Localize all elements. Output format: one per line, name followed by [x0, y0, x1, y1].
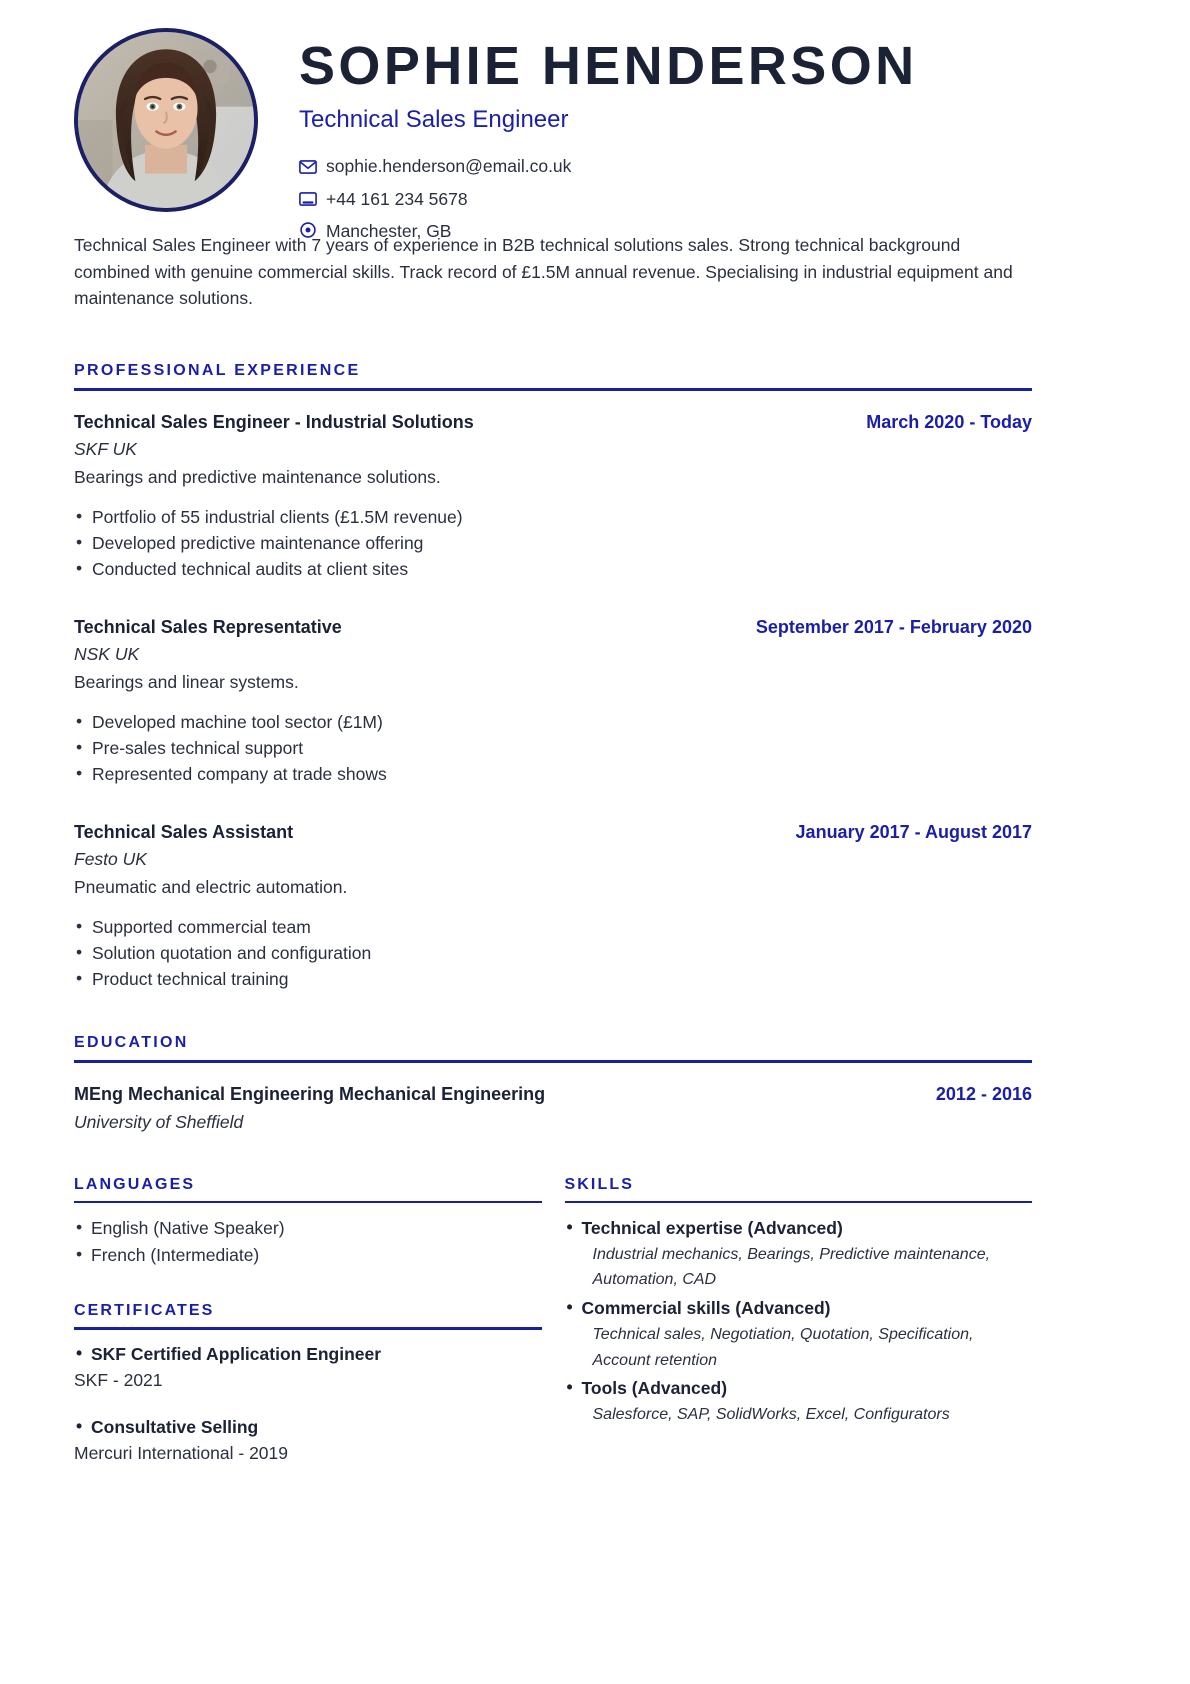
list-item: • Conducted technical audits at client sites — [74, 556, 1032, 582]
experience-bullets — [74, 914, 1032, 993]
experience-entry-head — [74, 616, 1032, 639]
skill-name: • Commercial skills (Advanced) — [565, 1295, 1033, 1321]
education-institution: University of Sheffield — [74, 1111, 244, 1132]
contact-phone-value: +44 161 234 5678 — [326, 188, 468, 209]
certificate-issuer: Mercuri International - 2019 — [74, 1443, 288, 1464]
skill-detail: Salesforce, SAP, SolidWorks, Excel, Configurators — [592, 1405, 950, 1423]
section-education — [0, 1034, 1190, 1133]
phone-icon — [299, 190, 317, 208]
experience-entry — [74, 821, 1032, 993]
section-divider — [74, 388, 1032, 391]
certificate-name: • Consultative Selling — [74, 1415, 542, 1440]
experience-entry — [74, 616, 1032, 788]
section-languages — [74, 1176, 542, 1269]
list-item: • Represented company at trade shows — [74, 761, 1032, 787]
skill-item — [565, 1215, 1033, 1293]
section-title-certificates: CERTIFICATES — [74, 1302, 215, 1320]
experience-role: Technical Sales Representative — [74, 616, 342, 637]
education-dates: 2012 - 2016 — [935, 1084, 1032, 1105]
list-item: • Solution quotation and configuration — [74, 940, 1032, 966]
location-pin-icon — [299, 222, 317, 240]
experience-organisation: SKF UK — [74, 439, 137, 460]
section-professional-experience — [0, 362, 1190, 993]
left-column — [74, 1176, 542, 1482]
experience-description: Bearings and linear systems. — [74, 672, 299, 693]
certificate-item — [74, 1415, 542, 1466]
list-item: • Portfolio of 55 industrial clients (£1.5M revenue) — [74, 504, 1032, 530]
experience-entry-head — [74, 411, 1032, 434]
certificate-name: • SKF Certified Application Engineer — [74, 1342, 542, 1367]
list-item: • Developed machine tool sector (£1M) — [74, 709, 1032, 735]
skill-name: • Technical expertise (Advanced) — [565, 1215, 1033, 1241]
list-item: • Developed predictive maintenance offering — [74, 530, 1032, 556]
section-title-education: EDUCATION — [74, 1034, 189, 1052]
skill-item — [565, 1295, 1033, 1373]
education-entry-head — [74, 1083, 1032, 1106]
list-item: • Supported commercial team — [74, 914, 1032, 940]
experience-bullets — [74, 504, 1032, 583]
section-certificates — [74, 1302, 542, 1466]
resume-header — [0, 0, 1190, 254]
profile-summary: Technical Sales Engineer with 7 years of experience in B2B technical solutions sales. Strong technical background combined with genuine commercial skills. Track record of £1.5M annual revenue. Specialising in industrial equipment and maintenance solutions. — [74, 235, 1013, 309]
experience-dates: January 2017 - August 2017 — [795, 821, 1032, 842]
experience-organisation: Festo UK — [74, 849, 147, 870]
skill-detail: Technical sales, Negotiation, Quotation, Specification, Account retention — [592, 1325, 974, 1369]
certificate-issuer: SKF - 2021 — [74, 1370, 163, 1391]
list-item: • Pre-sales technical support — [74, 735, 1032, 761]
experience-dates: March 2020 - Today — [866, 411, 1032, 432]
contact-location-value: Manchester, GB — [326, 220, 452, 241]
experience-description: Bearings and predictive maintenance solutions. — [74, 467, 441, 488]
section-divider — [565, 1201, 1033, 1204]
skill-name: • Tools (Advanced) — [565, 1375, 1033, 1401]
list-item: • Product technical training — [74, 966, 1032, 992]
experience-role: Technical Sales Assistant — [74, 821, 294, 842]
experience-entry — [74, 411, 1032, 583]
certificate-item — [74, 1342, 542, 1393]
experience-description: Pneumatic and electric automation. — [74, 876, 348, 897]
section-title-languages: LANGUAGES — [74, 1175, 196, 1193]
section-divider — [74, 1327, 542, 1330]
contact-list — [299, 157, 1190, 241]
experience-role: Technical Sales Engineer - Industrial Solutions — [74, 411, 474, 432]
list-item: • English (Native Speaker) — [74, 1215, 542, 1242]
envelope-icon — [299, 158, 317, 176]
education-degree: MEng Mechanical Engineering Mechanical Engineering — [74, 1084, 546, 1105]
skill-detail: Industrial mechanics, Bearings, Predictive maintenance, Automation, CAD — [592, 1245, 991, 1289]
list-item: • French (Intermediate) — [74, 1242, 542, 1269]
skill-item — [565, 1375, 1033, 1427]
experience-organisation: NSK UK — [74, 644, 140, 665]
contact-location[interactable] — [299, 222, 1190, 241]
avatar — [74, 28, 262, 216]
contact-phone[interactable] — [299, 190, 1190, 209]
avatar-photo — [74, 28, 258, 212]
section-skills — [565, 1176, 1033, 1428]
section-title-skills: SKILLS — [564, 1175, 634, 1193]
section-divider — [74, 1060, 1032, 1063]
experience-entry-head — [74, 821, 1032, 844]
right-column — [565, 1176, 1033, 1482]
bottom-columns — [0, 1176, 1190, 1482]
experience-bullets — [74, 709, 1032, 788]
page-title: SOPHIE HENDERSON — [299, 36, 918, 96]
education-entry — [74, 1083, 1032, 1133]
languages-list — [74, 1215, 542, 1268]
section-divider — [74, 1201, 542, 1204]
section-title-experience: PROFESSIONAL EXPERIENCE — [74, 361, 361, 379]
contact-email-value: sophie.henderson@email.co.uk — [326, 156, 572, 177]
experience-dates: September 2017 - February 2020 — [755, 616, 1032, 637]
header-text-block — [262, 28, 1190, 254]
contact-email[interactable] — [299, 157, 1190, 176]
job-title: Technical Sales Engineer — [299, 106, 569, 134]
